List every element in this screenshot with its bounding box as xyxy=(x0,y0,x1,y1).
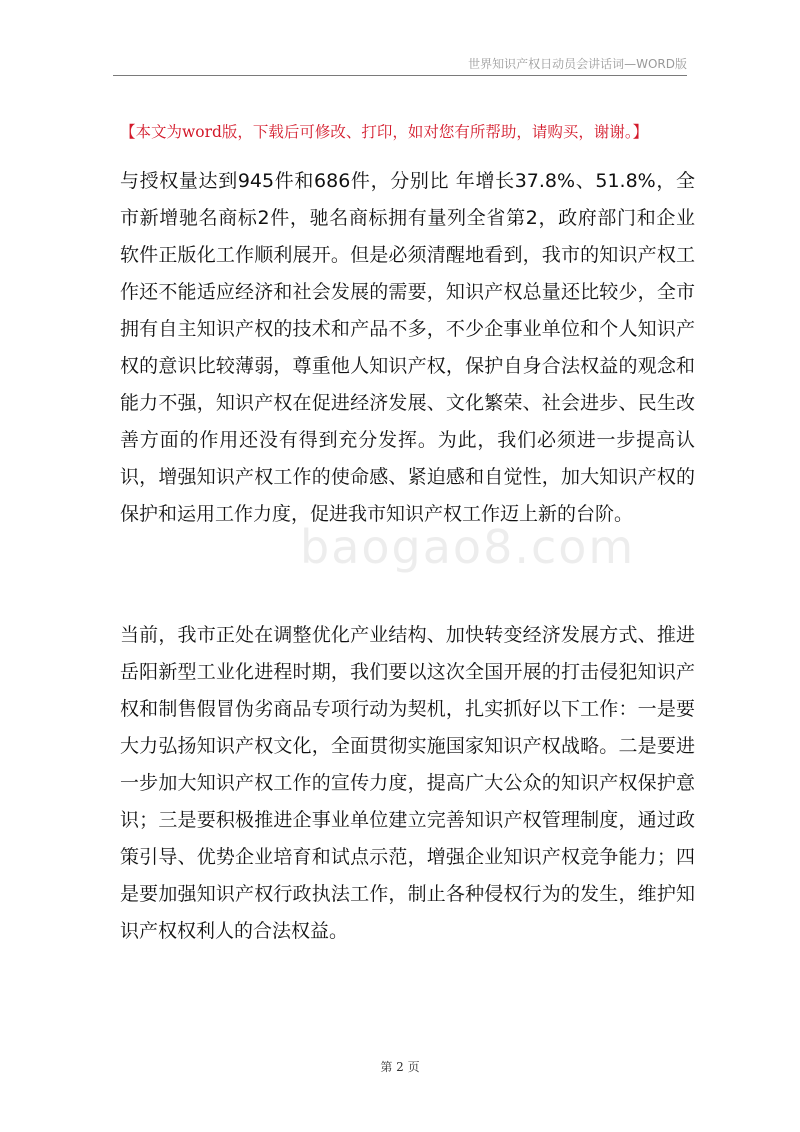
header-divider xyxy=(113,75,687,76)
page-number: 第 2 页 xyxy=(380,1060,420,1074)
download-notice: 【本文为word版，下载后可修改、打印，如对您有所帮助，请购买，谢谢。】 xyxy=(120,123,649,141)
body-paragraph-1: 与授权量达到945件和686件，分别比 年增长37.8%、51.8%，全市新增驰名商标2件，驰名商标拥有量列全省第2，政府部门和企业软件正版化工作顺利展开。但是必须清醒地看到，我市的知识产权工作还不能适应经济和社会发展的需要，知识产权总量还比较少，全市拥有自主知识产权的技术和产品不多，不少企事业单位和个人知识产权的意识比较薄弱，尊重他人知识产权，保护自身合法权益的观念和能力不强，知识产权在促进经济发展、文化繁荣、社会进步、民生改善方面的作用还没有得到充分发挥。为此，我们必须进一步提高认识，增强知识产权工作的使命感、紧迫感和自觉性，加大知识产权的保护和运用工作力度，促进我市知识产权工作迈上新的台阶。 xyxy=(120,170,695,525)
document-header-title: 世界知识产权日动员会讲话词—WORD版 xyxy=(468,57,687,71)
watermark: baogao8.com xyxy=(300,520,636,574)
body-paragraph-2: 当前，我市正处在调整优化产业结构、加快转变经济发展方式、推进岳阳新型工业化进程时期，我们要以这次全国开展的打击侵犯知识产权和制售假冒伪劣商品专项行动为契机，扎实抓好以下工作：一是要大力弘扬知识产权文化，全面贯彻实施国家知识产权战略。二是要进一步加大知识产权工作的宣传力度，提高广大公众的知识产权保护意识；三是要积极推进企事业单位建立完善知识产权管理制度，通过政策引导、优势企业培育和试点示范，增强企业知识产权竞争能力；四是要加强知识产权行政执法工作，制止各种侵权行为的发生，维护知识产权权利人的合法权益。 xyxy=(120,624,695,942)
